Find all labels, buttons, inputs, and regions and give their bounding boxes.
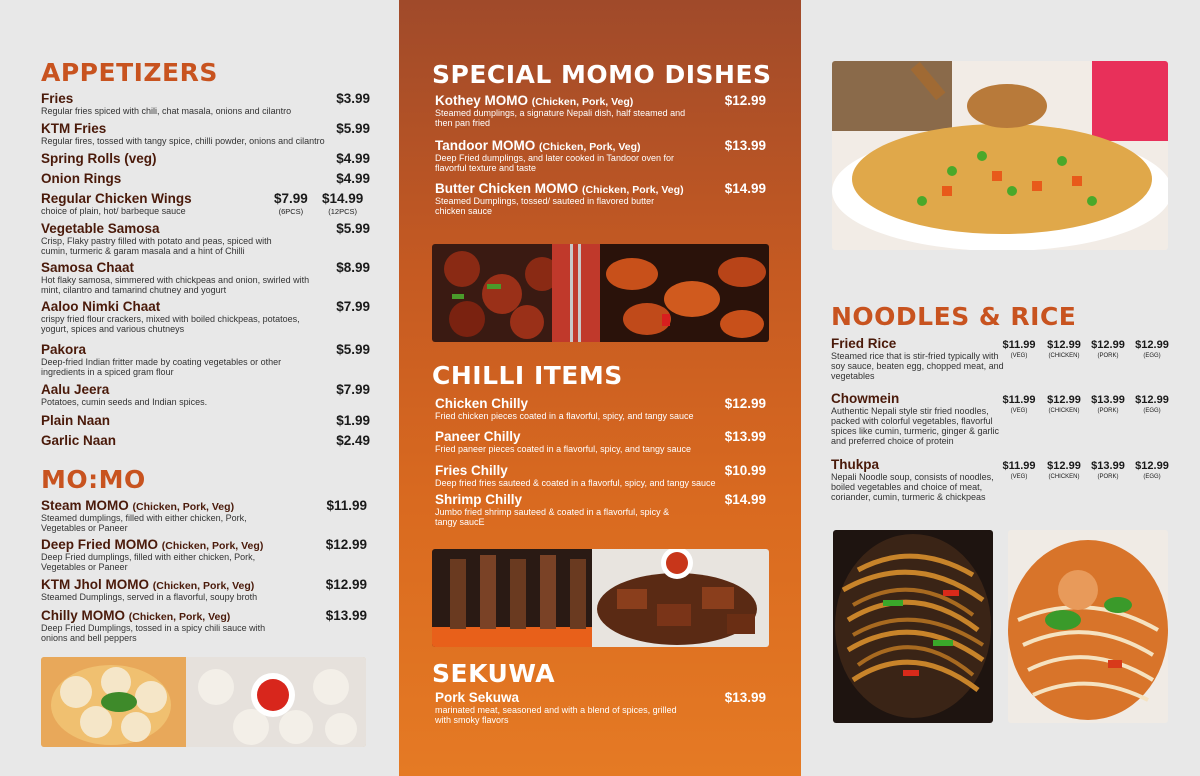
item-desc: Crisp, Flaky pastry filled with potato and peas, spiced with cumin, turmeric & garam masala and a hint of Chilli [41, 236, 272, 256]
menu-item [41, 413, 370, 428]
menu-item [435, 463, 766, 488]
momo-photo [41, 657, 366, 747]
item-options: (Chicken, Pork, Veg) [531, 96, 634, 108]
item-desc: Fried paneer pieces coated in a flavorful, spicy, and tangy sauce [435, 444, 691, 454]
middle-panel [399, 0, 801, 776]
price-value: $12.99 [1047, 394, 1081, 406]
item-desc: Deep-fried Indian fritter made by coating vegetables or other ingredients in a spiced gram flour [41, 357, 282, 377]
item-name: Pakora [41, 342, 87, 357]
price-pork [1086, 340, 1130, 362]
item-name: Paneer Chilly [435, 429, 521, 444]
price-label: (EGG) [1143, 353, 1161, 359]
wings-12pc-price [322, 192, 363, 218]
menu-item [435, 138, 766, 173]
price-label: (EGG) [1143, 408, 1161, 414]
chilli-chicken-photo [432, 244, 769, 342]
right-panel [801, 0, 1200, 776]
menu-item [41, 91, 370, 116]
item-name: Kothey MOMO [435, 93, 528, 108]
price-label: (PORK) [1097, 474, 1119, 480]
menu-item [41, 577, 367, 602]
price-label: (CHICKEN) [1048, 474, 1080, 480]
item-price: $12.99 [325, 537, 367, 552]
fried-rice-photo [832, 61, 1168, 250]
item-price: $5.99 [336, 342, 370, 357]
item-desc: Hot flaky samosa, simmered with chickpeas and onion, swirled with mint, cilantro and tamarind chutney and yogurt [41, 275, 310, 295]
item-name: Butter Chicken MOMO [435, 181, 579, 196]
item-desc: Steamed rice that is stir-fried typically with soy sauce, beaten egg, chopped meat, and vegetables [831, 351, 1004, 381]
item-price: $7.99 [336, 382, 370, 397]
price-value: $12.99 [1047, 460, 1081, 472]
menu-item [435, 93, 766, 128]
price-value: $12.99 [1135, 460, 1169, 472]
menu-item [41, 171, 370, 186]
price-value: $12.99 [1091, 339, 1125, 351]
item-price: $2.49 [336, 433, 370, 448]
item-name: Tandoor MOMO [435, 138, 536, 153]
item-name: Spring Rolls (veg) [41, 151, 157, 166]
item-desc: Regular fries spiced with chili, chat masala, onions and cilantro [41, 106, 292, 116]
price-label: (12PCS) [328, 207, 358, 216]
menu-item [41, 299, 370, 334]
chowmein-photo [833, 530, 993, 723]
item-name: Vegetable Samosa [41, 221, 160, 236]
item-name: Fries [41, 91, 74, 106]
price-value: $11.99 [1002, 339, 1036, 351]
item-options: (Chicken, Pork, Veg) [152, 580, 255, 592]
wings-6pc-price [274, 192, 308, 218]
item-name: Regular Chicken Wings [41, 191, 192, 206]
item-name: Thukpa [831, 457, 880, 472]
item-price: $12.99 [724, 93, 766, 108]
price-value: $12.99 [1135, 339, 1169, 351]
item-price: $14.99 [724, 492, 766, 507]
item-price: $7.99 [336, 299, 370, 314]
item-options: (Chicken, Pork, Veg) [582, 184, 684, 196]
menu-item [41, 151, 370, 166]
item-options: (Chicken, Pork, Veg) [161, 540, 264, 552]
item-desc: marinated meat, seasoned and with a blend of spices, grilled with smoky flavors [435, 705, 677, 725]
menu-item [41, 260, 370, 295]
menu-item [435, 690, 766, 725]
item-name: Chilly MOMO [41, 608, 125, 623]
item-desc: Fried chicken pieces coated in a flavorful, spicy, and tangy sauce [435, 411, 694, 421]
item-price: $3.99 [336, 91, 370, 106]
price-pork [1086, 395, 1130, 417]
price-label: (VEG) [1010, 353, 1028, 359]
item-desc: Steamed Dumplings, tossed/ sauteed in flavored butter chicken sauce [435, 196, 655, 216]
item-price: $13.99 [724, 690, 766, 705]
menu-item [831, 336, 1169, 381]
item-desc: Regular fires, tossed with tangy spice, chilli powder, onions and cilantro [41, 136, 325, 146]
menu-item [831, 391, 1169, 446]
chilli-items-title: CHILLI ITEMS [432, 361, 623, 390]
item-name: Deep Fried MOMO [41, 537, 159, 552]
item-price: $14.99 [724, 181, 766, 196]
item-name: Pork Sekuwa [435, 690, 520, 705]
appetizers-title: APPETIZERS [41, 58, 218, 87]
menu-item [41, 342, 370, 377]
item-price: $1.99 [336, 413, 370, 428]
item-desc: Deep Fried dumplings, filled with either chicken, Pork, Vegetables or Paneer [41, 552, 256, 572]
price-value: $12.99 [1135, 394, 1169, 406]
price-veg [997, 461, 1041, 483]
price-egg [1130, 340, 1174, 362]
item-options: (Chicken, Pork, Veg) [132, 501, 235, 513]
price-label: (VEG) [1010, 408, 1028, 414]
price-egg [1130, 461, 1174, 483]
item-price: $4.99 [336, 171, 370, 186]
price-label: (CHICKEN) [1048, 408, 1080, 414]
item-name: Samosa Chaat [41, 260, 135, 275]
item-price: $8.99 [336, 260, 370, 275]
price-label: (PORK) [1097, 353, 1119, 359]
item-name: Steam MOMO [41, 498, 129, 513]
item-name: Garlic Naan [41, 433, 117, 448]
item-desc: Jumbo fried shrimp sauteed & coated in a flavorful, spicy & tangy saucE [435, 507, 670, 527]
momo-title: MO:MO [41, 465, 146, 494]
noodles-rice-title: NOODLES & RICE [831, 302, 1077, 331]
price-chicken [1042, 340, 1086, 362]
item-name: Fried Rice [831, 336, 897, 351]
price-value: $11.99 [1002, 460, 1036, 472]
item-name: Fries Chilly [435, 463, 508, 478]
price-label: (6PCS) [278, 207, 304, 216]
item-desc: Steamed dumplings, filled with either chicken, Pork, Vegetables or Paneer [41, 513, 247, 533]
special-momo-title: SPECIAL MOMO DISHES [432, 60, 772, 89]
item-name: Chowmein [831, 391, 900, 406]
item-desc: crispy fried flour crackers, mixed with boiled chickpeas, potatoes, yogurt, spices and various chutneys [41, 314, 300, 334]
item-price: $5.99 [336, 121, 370, 136]
item-name: Onion Rings [41, 171, 122, 186]
thukpa-photo [1008, 530, 1168, 723]
menu-item [435, 181, 766, 216]
item-price: $12.99 [325, 577, 367, 592]
item-desc: Steamed dumplings, a signature Nepali dish, half steamed and then pan fried [435, 108, 686, 128]
price-value: $11.99 [1002, 394, 1036, 406]
item-price: $13.99 [325, 608, 367, 623]
price-pork [1086, 461, 1130, 483]
item-name: Plain Naan [41, 413, 111, 428]
menu-item [435, 429, 766, 454]
price-label: (CHICKEN) [1048, 353, 1080, 359]
sekuwa-photo [432, 549, 769, 647]
item-name: Aalu Jeera [41, 382, 110, 397]
item-options: (Chicken, Pork, Veg) [539, 141, 641, 153]
price-chicken [1042, 395, 1086, 417]
item-name: Chicken Chilly [435, 396, 529, 411]
menu-item [831, 457, 1169, 502]
item-price: $12.99 [724, 396, 766, 411]
sekuwa-title: SEKUWA [432, 659, 556, 688]
menu-item [435, 396, 766, 421]
item-price: $5.99 [336, 221, 370, 236]
menu-item [41, 121, 370, 146]
price-label: (EGG) [1143, 474, 1161, 480]
left-panel [0, 0, 399, 776]
item-desc: Authentic Nepali style stir fried noodles, packed with colorful vegetables, flavorful spices like cumin, turmeric, ginger & garlic and preferred choice of protein [831, 406, 1000, 446]
price-veg [997, 395, 1041, 417]
price-value: $7.99 [274, 191, 308, 206]
price-chicken [1042, 461, 1086, 483]
menu-item [41, 498, 367, 533]
item-price: $4.99 [336, 151, 370, 166]
price-value: $13.99 [1091, 394, 1125, 406]
menu-item [41, 433, 370, 448]
item-name: Shrimp Chilly [435, 492, 523, 507]
item-price: $13.99 [724, 138, 766, 153]
price-value: $12.99 [1047, 339, 1081, 351]
item-desc: Deep fried fries sauteed & coated in a flavorful, spicy, and tangy sauce [435, 478, 716, 488]
price-value: $13.99 [1091, 460, 1125, 472]
menu-item [41, 382, 370, 407]
price-value: $14.99 [322, 191, 364, 206]
item-price: $11.99 [326, 498, 367, 513]
item-price: $13.99 [724, 429, 766, 444]
price-egg [1130, 395, 1174, 417]
item-desc: Deep Fried dumplings, and later cooked in Tandoor oven for flavorful texture and taste [435, 153, 674, 173]
item-desc: Nepali Noodle soup, consists of noodles, boiled vegetables and choice of meat, coriander, cumin, turmeric & chickpeas [831, 472, 994, 502]
menu-item [435, 492, 766, 527]
price-veg [997, 340, 1041, 362]
item-desc: choice of plain, hot/ barbeque sauce [41, 206, 186, 216]
menu-item [41, 537, 367, 572]
item-desc: Steamed Dumplings, served in a flavorful, soupy broth [41, 592, 258, 602]
menu-item [41, 191, 370, 216]
item-options: (Chicken, Pork, Veg) [128, 611, 231, 623]
item-price: $10.99 [724, 463, 766, 478]
price-label: (PORK) [1097, 408, 1119, 414]
menu-item [41, 608, 367, 643]
item-desc: Potatoes, cumin seeds and Indian spices. [41, 397, 208, 407]
item-name: KTM Jhol MOMO [41, 577, 149, 592]
item-name: KTM Fries [41, 121, 107, 136]
item-name: Aaloo Nimki Chaat [41, 299, 161, 314]
item-desc: Deep Fried Dumplings, tossed in a spicy chili sauce with onions and bell peppers [41, 623, 266, 643]
menu-item [41, 221, 370, 256]
price-label: (VEG) [1010, 474, 1028, 480]
